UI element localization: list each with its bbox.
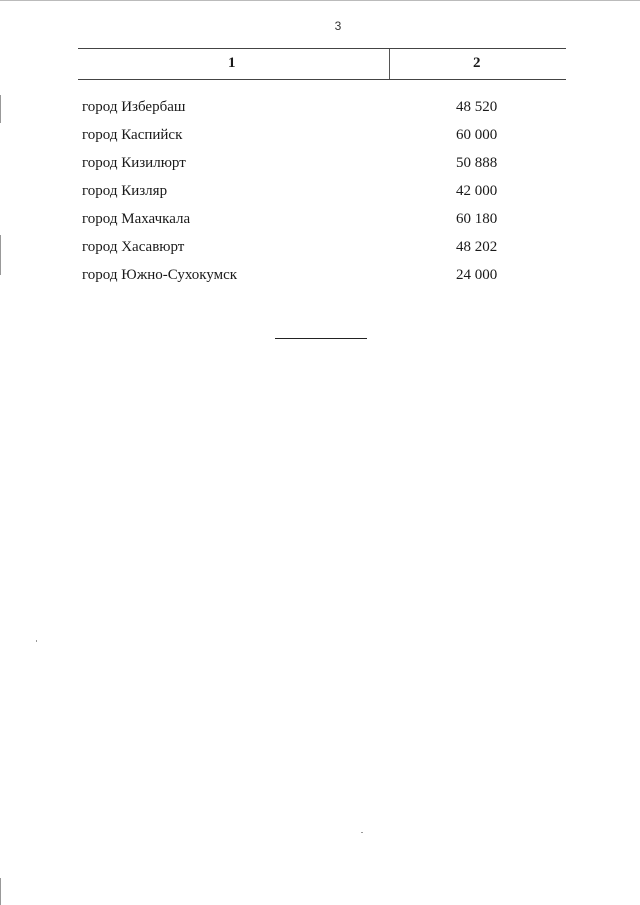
table-row [82,265,512,293]
scan-artifact [0,878,1,905]
city-value: 50 888 [456,155,498,171]
scan-artifact [0,95,1,123]
table-row [82,237,512,265]
city-name: город Каспийск [82,127,183,143]
city-value: 48 520 [456,99,498,115]
city-name: город Хасавюрт [82,239,185,255]
table-body [82,97,512,293]
table-row [82,153,512,181]
city-value: 42 000 [456,183,498,199]
table-row [82,209,512,237]
scan-artifact [0,235,1,275]
city-name: город Южно-Сухокумск [82,267,238,283]
table-header [78,48,566,80]
city-name: город Избербаш [82,99,186,115]
scan-artifact [0,0,640,1]
city-value: 24 000 [456,267,498,283]
column-divider [389,49,390,79]
city-name: город Кизилюрт [82,155,186,171]
table-row [82,181,512,209]
table-row [82,97,512,125]
column-header-2: 2 [473,55,481,71]
city-name: город Махачкала [82,211,191,227]
table-row [82,125,512,153]
city-value: 48 202 [456,239,498,255]
city-name: город Кизляр [82,183,168,199]
page-number: 3 [334,19,342,33]
scan-artifact [36,640,37,642]
city-value: 60 000 [456,127,498,143]
column-header-1: 1 [228,55,236,71]
scan-artifact [361,832,363,833]
city-value: 60 180 [456,211,498,227]
end-of-document-rule [275,338,367,339]
